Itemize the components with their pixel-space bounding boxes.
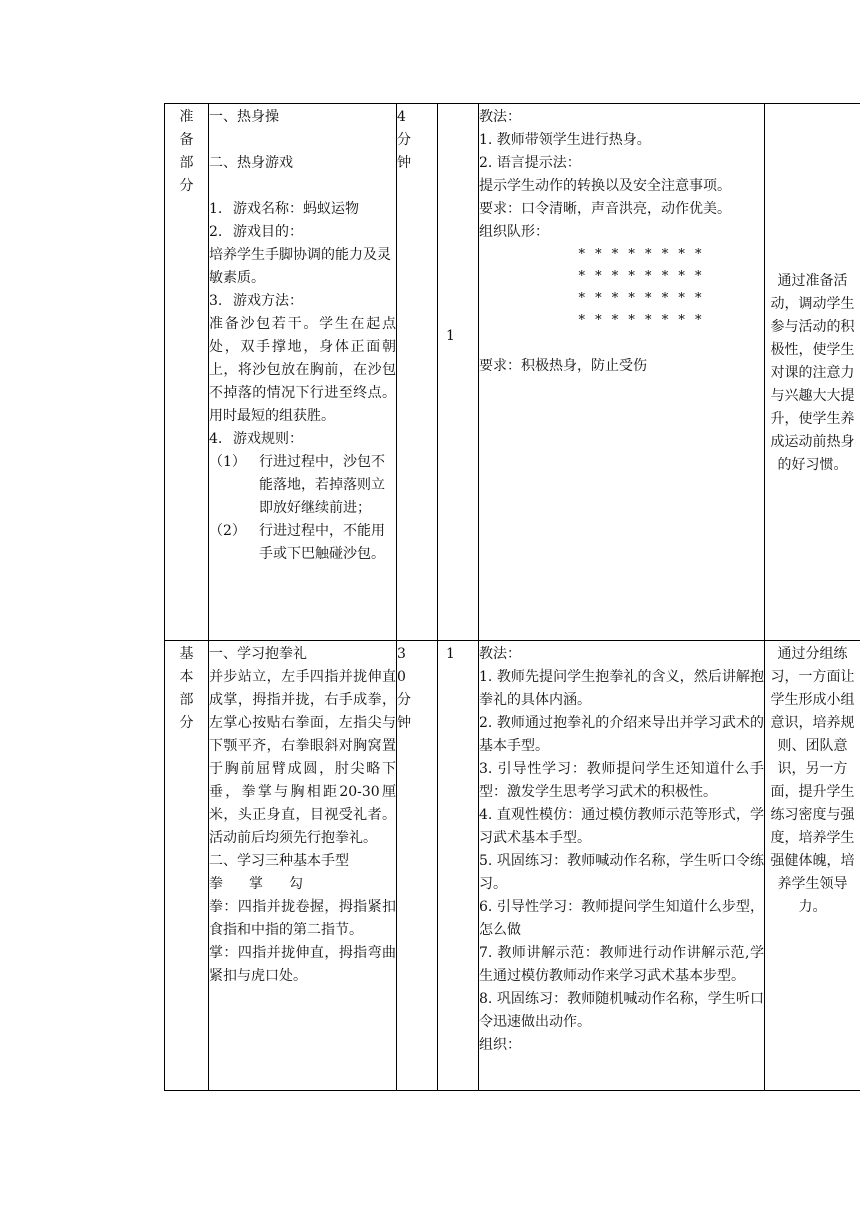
basic-method-line: 5. 巩固练习：教师喊动作名称，学生听口令练习。 [479, 853, 764, 892]
basic-method-line: 7. 教师讲解示范：教师进行动作讲解示范,学生通过模仿教师动作来学习武术基本步型。 [479, 945, 764, 984]
prep-content-cell [209, 104, 397, 641]
prep-method-requirement: 要求：积极热身，防止受伤 [479, 358, 647, 374]
prep-section-label: 准备部分 [179, 109, 194, 194]
basic-row [165, 641, 860, 1091]
prep-method-line-3: 提示学生动作的转换以及安全注意事项。 [479, 178, 731, 194]
item-number: 2. [209, 224, 223, 240]
basic-time: 30分钟 [397, 646, 411, 731]
basic-method-line: 8. 巩固练习：教师随机喊动作名称，学生听口令迅速做出动作。 [479, 991, 764, 1030]
prep-time-cell [397, 104, 438, 641]
basic-content-cell [209, 641, 397, 1091]
basic-purpose: 通过分组练习，一方面让学生形成小组意识，培养规则、团队意识，另一方面，提升学生练习密度与强度，培养学生强健体魄，培养学生领导力。 [770, 646, 855, 915]
basic-hand-types: 拳 掌 勾 [209, 876, 309, 892]
prep-rule-1 [209, 451, 396, 520]
prep-time: 4分钟 [397, 109, 411, 171]
rule-number: （2） [209, 523, 246, 539]
prep-item-3 [209, 290, 396, 313]
prep-game-method: 准备沙包若干。学生在起点处，双手撑地，身体正面朝上，将沙包放在胸前，在沙包不掉落的情况下行进至终点。用时最短的组获胜。 [209, 316, 396, 424]
rule-text: 行进过程中，沙包不能落地，若掉落则立即放好继续前进； [259, 454, 385, 516]
rule-number: （1） [209, 454, 246, 470]
basic-section-cell [165, 641, 209, 1091]
prep-item-2 [209, 221, 396, 244]
item-text: 游戏规则： [233, 431, 303, 447]
basic-count-cell [438, 641, 479, 1091]
basic-method-line: 1. 教师先提问学生抱拳礼的含义，然后讲解抱拳礼的具体内涵。 [479, 669, 764, 708]
prep-method-head: 教法： [479, 109, 521, 125]
basic-method-line: 组织： [479, 1037, 521, 1053]
lesson-plan-table [164, 103, 860, 1091]
basic-title-2: 二、学习三种基本手型 [209, 853, 349, 869]
prep-method-line-5: 组织队形： [479, 224, 549, 240]
item-text: 游戏名称：蚂蚁运物 [233, 201, 359, 217]
item-text: 游戏目的： [233, 224, 303, 240]
prep-method-cell [479, 104, 765, 641]
basic-salute-text: 并步站立，左手四指并拢伸直成掌，拇指并拢，右手成拳，左掌心按贴右拳面，左指尖与下颚平齐，右拳眼斜对胸窝置于胸前屈臂成圆，肘尖略下垂，拳掌与胸相距20-30厘米，头正身直，目视受礼者。活动前后均须先行抱拳礼。 [209, 669, 396, 846]
basic-method-line: 6. 引导性学习：教师提问学生知道什么步型，怎么做 [479, 899, 764, 938]
prep-purpose-cell [765, 104, 860, 641]
basic-time-cell [397, 641, 438, 1091]
rule-text: 行进过程中，不能用手或下巴触碰沙包。 [259, 523, 385, 562]
formation-diagram [479, 244, 764, 332]
item-number: 1. [209, 201, 223, 217]
prep-method-line-4: 要求：口令清晰，声音洪亮，动作优美。 [479, 201, 731, 217]
prep-count-cell [438, 104, 479, 641]
item-text: 游戏方法： [233, 293, 303, 309]
prep-count: 1 [446, 328, 455, 344]
prep-rule-2 [209, 520, 396, 566]
basic-method-line: 2. 教师通过抱拳礼的介绍来导出并学习武术的基本手型。 [479, 715, 764, 754]
prep-title-2: 二、热身游戏 [209, 155, 293, 171]
basic-purpose-cell [765, 641, 860, 1091]
prep-item-4 [209, 428, 396, 451]
prep-method-line-1: 1. 教师带领学生进行热身。 [479, 132, 651, 148]
basic-palm-text: 掌：四指并拢伸直，拇指弯曲紧扣与虎口处。 [209, 945, 396, 984]
basic-method-line: 3. 引导性学习：教师提问学生还知道什么手型：激发学生思考学习武术的积极性。 [479, 761, 764, 800]
prep-row [165, 104, 860, 641]
formation-row: * * * * * * * * [578, 313, 705, 328]
basic-method-line: 4. 直观性模仿：通过模仿教师示范等形式，学习武术基本手型。 [479, 807, 764, 846]
basic-method-cell [479, 641, 765, 1091]
formation-row: * * * * * * * * [578, 291, 705, 306]
prep-title-1: 一、热身操 [209, 109, 279, 125]
basic-count: 1 [446, 646, 455, 662]
prep-method-line-2: 2. 语言提示法： [479, 155, 581, 171]
formation-row: * * * * * * * * [578, 247, 705, 262]
item-number: 3. [209, 293, 223, 309]
formation-row: * * * * * * * * [578, 269, 705, 284]
basic-title-1: 一、学习抱拳礼 [209, 646, 307, 662]
prep-section-cell [165, 104, 209, 641]
prep-purpose: 通过准备活动，调动学生参与活动的积极性，使学生对课的注意力与兴趣大大提升，使学生养成运动前热身的好习惯。 [770, 272, 855, 473]
basic-fist-text: 拳：四指并拢卷握，拇指紧扣食指和中指的第二指节。 [209, 899, 396, 938]
prep-item-1 [209, 198, 396, 221]
item-number: 4. [209, 431, 223, 447]
prep-game-purpose: 培养学生手脚协调的能力及灵敏素质。 [209, 247, 391, 286]
basic-method-head: 教法： [479, 646, 521, 662]
basic-section-label: 基本部分 [179, 646, 194, 731]
